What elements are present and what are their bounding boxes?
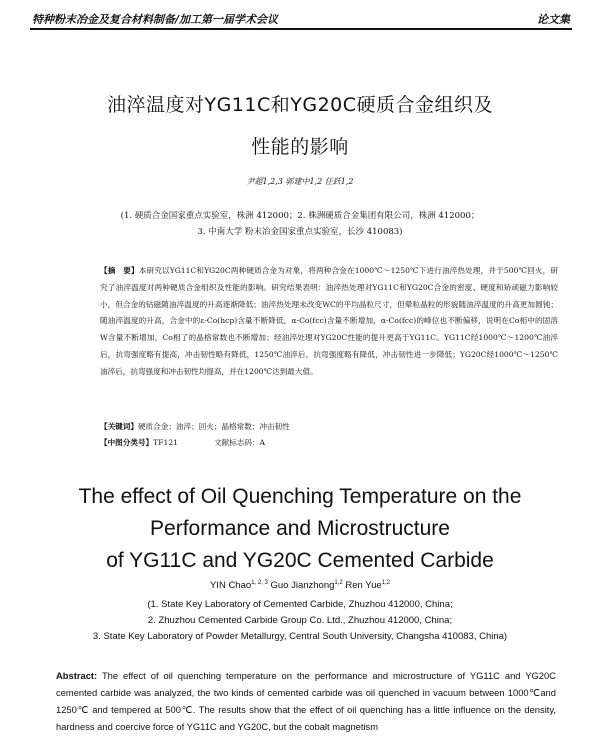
english-abstract-text: The effect of oil quenching temperature on the performance and microstructure of YG11C and YG20C cemented carbide was analyzed, the two kinds of cemented carbide was oil quenched in vacuum between 1000℃and 1250℃ and tempered at 500℃. The results show that the effect of oil quenching has a little influence on the density, hardness and coercive force of YG11C and YG20C, but the cobalt magnetism xyxy=(56,670,557,732)
page-header xyxy=(30,10,572,30)
english-affiliation-line-2: 2. Zhuzhou Cemented Carbide Group Co. Ltd., Zhuzhou 412000, China; xyxy=(147,615,453,626)
chinese-keywords-block xyxy=(100,419,558,451)
author-3: Ren Yue xyxy=(345,580,382,592)
english-affiliation-line-3: 3. State Key Laboratory of Powder Metallurgy, Central South University, Changsha 410083, China) xyxy=(92,631,508,642)
chinese-title-line-1: 油淬温度对YG11C和YG20C硬质合金组织及 xyxy=(106,94,494,116)
author-3-affil: 1,2 xyxy=(381,580,391,586)
classification-row xyxy=(100,435,558,451)
english-title-line-1: The effect of Oil Quenching Temperature on the xyxy=(78,485,522,508)
journal-name: 特种粉末冶金及复合材料制备/加工第一届学术会议 xyxy=(32,13,279,26)
english-authors xyxy=(0,580,600,591)
chinese-abstract xyxy=(100,263,558,381)
english-title xyxy=(0,481,600,577)
chinese-affiliation-line-1: (1. 硬质合金国家重点实验室，株洲 412000；2. 株洲硬质合金集团有限公司，株洲 412000； xyxy=(120,211,480,221)
chinese-affiliations xyxy=(60,208,540,240)
chinese-abstract-label: 【摘 要】 xyxy=(100,266,139,275)
english-title-line-3: of YG11C and YG20C Cemented Carbide xyxy=(106,549,494,572)
keywords-label: 【关键词】 xyxy=(100,422,138,431)
english-abstract xyxy=(56,667,556,735)
chinese-authors: 尹超1,2,3 郭建中1,2 任跃1,2 xyxy=(246,177,354,186)
keywords-row xyxy=(100,419,558,435)
document-code-label: 文献标志码： xyxy=(213,438,260,447)
english-affiliation-line-1: (1. State Key Laboratory of Cemented Carbide, Zhuzhou 412000, China; xyxy=(147,599,453,610)
chinese-affiliation-line-2: 3. 中南大学 粉末冶金国家重点实验室，长沙 410083) xyxy=(197,227,403,237)
author-2-affil: 1,2 xyxy=(334,580,343,586)
section-label: 论文集 xyxy=(537,13,570,26)
author-1-affil: 1, 2, 3 xyxy=(251,580,268,586)
english-title-line-2: Performance and Microstructure xyxy=(150,517,450,540)
classification-label: 【中图分类号】 xyxy=(100,438,154,447)
english-abstract-label: Abstract: xyxy=(56,670,98,681)
author-2: Guo Jianzhong xyxy=(270,580,335,592)
classification-value: TF121 xyxy=(153,438,178,447)
document-code-value: A xyxy=(259,438,266,447)
author-1: YIN Chao xyxy=(209,580,252,592)
english-affiliations xyxy=(0,597,600,645)
chinese-abstract-text: 本研究以YG11C和YG20C两种硬质合金为对象，将两种合金在1000℃～1250℃下进行油淬热处理，并于500℃回火，研究了油淬温度对两种硬质合金组织及性能的影响。研究结果表明：油淬热处理对YG11C和YG20C合金的密度、硬度和矫顽磁力影响较小，但合金的钴磁随油淬温度的升高逐渐降低；油淬热处理未改变WC的平均晶粒尺寸，但晕粒晶粒的形貌随油淬温度的升高更加圆钝；随油淬温度的升高，合金中的ε-Co(hcp)含量不断降低，α-Co(fcc)含量不断增加，α-Co(fcc)的峰位也不断偏移，说明在Co相中的固溶W含量不断增加，Co相了的晶格常数也不断增加；经油淬处理对YG20C性能的提升更高于YG11C。YG11C经1000℃～1200℃油淬后，抗弯强度略有提高，冲击韧性略有降低，1250℃油淬后，抗弯强度略有降低，冲击韧性进一步降低；YG20C经1000℃～1250℃油淬后，抗弯强度和冲击韧性均提高，并在1200℃达到最大值。 xyxy=(100,266,558,376)
chinese-title-line-2: 性能的影响 xyxy=(251,136,349,158)
keywords-text: 硬质合金；油淬；回火；晶格常数；冲击韧性 xyxy=(137,422,290,431)
